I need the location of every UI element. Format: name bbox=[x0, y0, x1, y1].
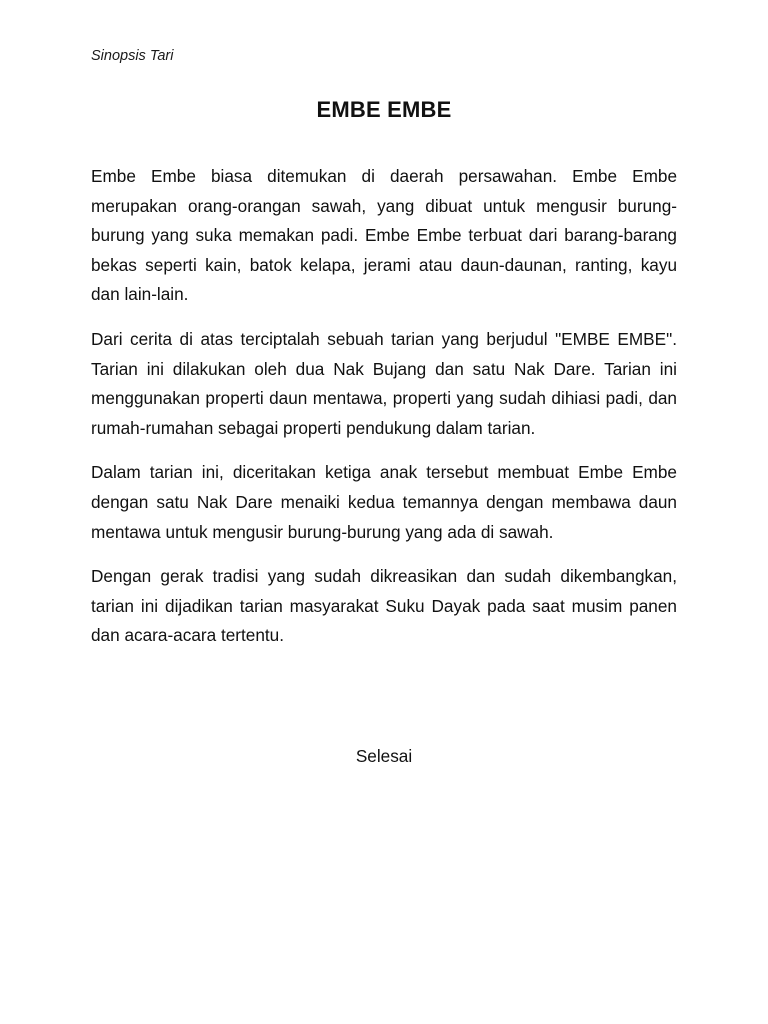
header-note: Sinopsis Tari bbox=[91, 48, 174, 64]
paragraph-3: Dalam tarian ini, diceritakan ketiga anak tersebut membuat Embe Embe dengan satu Nak Dare menaiki kedua temannya dengan membawa daun mentawa untuk mengusir burung-burung yang ada di sawah. bbox=[91, 462, 677, 542]
document-title: EMBE EMBE bbox=[316, 97, 452, 122]
body-text bbox=[91, 162, 677, 666]
paragraph-4: Dengan gerak tradisi yang sudah dikreasikan dan sudah dikembangkan, tarian ini dijadikan tarian masyarakat Suku Dayak pada saat musim panen dan acara-acara tertentu. bbox=[91, 566, 677, 646]
paragraph-1: Embe Embe biasa ditemukan di daerah persawahan. Embe Embe merupakan orang-orangan sawah, yang dibuat untuk mengusir burung-burung yang suka memakan padi. Embe Embe terbuat dari barang-barang bekas seperti kain, batok kelapa, jerami atau daun-daunan, ranting, kayu dan lain-lain. bbox=[91, 166, 677, 305]
closing-text: Selesai bbox=[355, 746, 413, 766]
paragraph-2: Dari cerita di atas terciptalah sebuah tarian yang berjudul "EMBE EMBE". Tarian ini dilakukan oleh dua Nak Bujang dan satu Nak Dare. Tarian ini menggunakan properti daun mentawa, properti yang sudah dihiasi padi, dan rumah-rumahan sebagai properti pendukung dalam tarian. bbox=[91, 328, 677, 438]
